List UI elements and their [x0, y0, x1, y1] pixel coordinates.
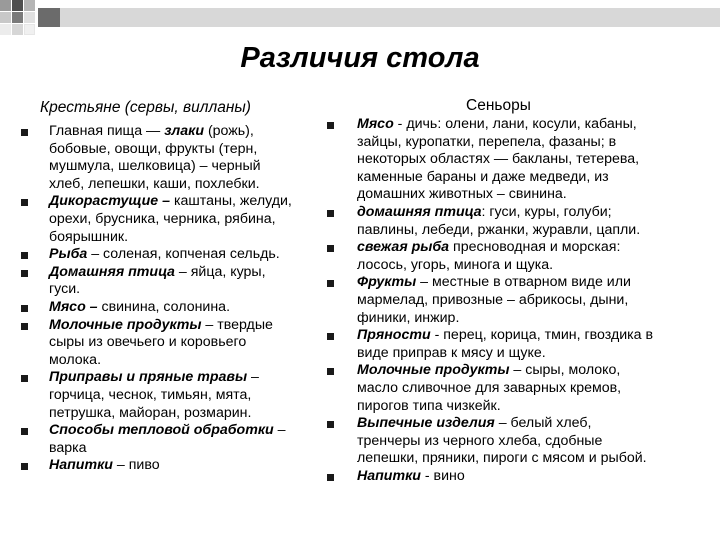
item-line	[357, 450, 702, 468]
item-line	[357, 222, 702, 240]
text-segment: хлеб, лепешки, каши, похлебки.	[49, 175, 260, 192]
list-item	[357, 116, 702, 204]
text-segment: Молочные продукты	[49, 316, 202, 333]
bullet-icon	[327, 474, 334, 481]
text-segment: : гуси, куры, голуби;	[481, 203, 612, 220]
text-segment: варка	[49, 439, 87, 456]
item-line	[49, 299, 339, 317]
bullet-icon	[327, 333, 334, 340]
item-line	[357, 327, 702, 345]
text-segment: пресноводная и морская:	[449, 239, 621, 256]
item-line	[357, 468, 702, 486]
item-line	[357, 204, 702, 222]
text-segment: горчица, чеснок, тимьян, мята,	[49, 386, 252, 403]
corner-square-9	[0, 24, 11, 35]
item-line	[49, 405, 339, 423]
text-segment: –	[273, 422, 286, 439]
text-segment: Напитки	[357, 467, 421, 484]
text-segment: мушмула, шелковица) – черный	[49, 158, 261, 175]
text-segment: петрушка, майоран, розмарин.	[49, 404, 252, 421]
item-line	[357, 257, 702, 275]
item-line	[49, 369, 339, 387]
corner-square-2	[12, 0, 23, 11]
list-item	[49, 123, 339, 193]
corner-square-4	[0, 12, 11, 23]
text-segment: мармелад, привозные – абрикосы, дыни,	[357, 291, 629, 308]
text-segment: – соленая, копченая сельдь.	[87, 246, 280, 263]
text-segment: лепешки, пряники, пироги с мясом и рыбой.	[357, 450, 647, 467]
text-segment: Дикорастущие –	[49, 193, 171, 210]
text-segment: каменные бараны и даже медведи, из	[357, 168, 609, 185]
list-item	[49, 193, 339, 246]
text-segment: - перец, корица, тмин, гвоздика в	[430, 327, 654, 344]
item-line	[357, 116, 702, 134]
list-item	[357, 362, 702, 415]
item-line	[49, 211, 339, 229]
bullet-icon	[21, 199, 28, 206]
text-segment: сыры из овечьего и коровьего	[49, 334, 247, 351]
bullet-icon	[21, 323, 28, 330]
list-item	[357, 415, 702, 468]
item-line	[357, 239, 702, 257]
corner-square-7	[12, 24, 23, 35]
text-segment: павлины, лебеди, ржанки, журавли, цапли.	[357, 221, 641, 238]
list-item	[49, 457, 339, 475]
list-item	[49, 369, 339, 422]
item-line	[49, 176, 339, 194]
corner-square-6	[24, 12, 35, 23]
text-segment: – сыры, молоко,	[509, 362, 621, 379]
bullet-icon	[327, 368, 334, 375]
text-segment: (рожь),	[204, 123, 254, 139]
item-line	[357, 433, 702, 451]
item-line	[49, 387, 339, 405]
item-line	[49, 141, 339, 159]
text-segment: Приправы и пряные травы	[49, 369, 248, 386]
item-line	[49, 246, 339, 264]
item-line	[357, 292, 702, 310]
text-segment: Рыба	[49, 246, 88, 263]
text-segment: Домашняя птица	[49, 263, 175, 280]
bullet-icon	[21, 428, 28, 435]
text-segment: домашних животных – свинина.	[357, 186, 567, 203]
list-item	[357, 468, 702, 486]
text-segment: каштаны, желуди,	[170, 193, 292, 210]
item-line	[49, 440, 339, 458]
item-line	[357, 169, 702, 187]
text-segment: гуси.	[49, 281, 81, 298]
text-segment: злаки	[164, 123, 204, 139]
text-segment: Молочные продукты	[357, 362, 510, 379]
bullet-icon	[21, 129, 28, 136]
text-segment: Напитки	[49, 457, 113, 474]
text-segment: –	[247, 369, 259, 386]
list-item	[49, 422, 339, 457]
text-segment: тренчеры из черного хлеба, сдобные	[357, 432, 603, 449]
item-line	[49, 334, 339, 352]
text-segment: пирогов типа чизкейк.	[357, 397, 501, 414]
bullet-icon	[327, 421, 334, 428]
text-segment: – яйца, куры,	[174, 263, 266, 280]
bullet-icon	[21, 463, 28, 470]
item-line	[49, 123, 339, 141]
peasants-food-list	[49, 123, 339, 475]
text-segment: Фрукты	[357, 274, 417, 291]
text-segment: боярышник.	[49, 228, 129, 245]
item-line	[49, 193, 339, 211]
item-line	[49, 281, 339, 299]
item-line	[49, 229, 339, 247]
item-line	[49, 352, 339, 370]
item-line	[49, 457, 339, 475]
text-segment: Главная пища —	[49, 123, 165, 139]
item-line	[49, 422, 339, 440]
text-segment: - вино	[420, 467, 465, 484]
text-segment: Мясо –	[49, 298, 98, 315]
text-segment: виде приправ к мясу и щуке.	[357, 344, 546, 361]
bullet-icon	[327, 245, 334, 252]
text-segment: Мясо	[357, 116, 394, 132]
list-item	[357, 204, 702, 239]
header-bar-light	[60, 8, 720, 27]
text-segment: Пряности	[357, 327, 431, 344]
bullet-icon	[327, 210, 334, 217]
text-segment: зайцы, куропатки, перепела, фазаны; в	[357, 133, 617, 150]
item-line	[357, 186, 702, 204]
item-line	[357, 398, 702, 416]
item-line	[357, 151, 702, 169]
item-line	[49, 158, 339, 176]
bullet-icon	[21, 375, 28, 382]
bullet-icon	[327, 280, 334, 287]
text-segment: лосось, угорь, минога и щука.	[357, 256, 554, 273]
left-column-heading: Крестьяне (сервы, вилланы)	[40, 99, 251, 116]
item-line	[357, 380, 702, 398]
text-segment: молока.	[49, 351, 102, 368]
text-segment: бобовые, овощи, фрукты (терн,	[49, 140, 258, 157]
right-column-heading: Сеньоры	[466, 97, 531, 114]
corner-square-3	[24, 0, 35, 11]
list-item	[49, 299, 339, 317]
text-segment: - дичь: олени, лани, косули, кабаны,	[393, 116, 637, 132]
text-segment: свежая рыба	[357, 239, 450, 256]
text-segment: орехи, брусника, черника, рябина,	[49, 210, 276, 227]
text-segment: финики, инжир.	[357, 309, 460, 326]
list-item	[49, 317, 339, 370]
item-line	[357, 310, 702, 328]
text-segment: домашняя птица	[357, 203, 482, 220]
list-item	[357, 327, 702, 362]
list-item	[49, 264, 339, 299]
item-line	[49, 317, 339, 335]
item-line	[357, 274, 702, 292]
lords-food-list	[357, 116, 702, 485]
text-segment: – пиво	[112, 457, 160, 474]
list-item	[357, 239, 702, 274]
list-item	[357, 274, 702, 327]
text-segment: некоторых областях — бакланы, тетерева,	[357, 151, 640, 168]
text-segment: Способы тепловой обработки	[49, 422, 274, 439]
text-segment: – местные в отварном виде или	[416, 274, 631, 291]
item-line	[357, 134, 702, 152]
item-line	[49, 264, 339, 282]
corner-square-1	[0, 0, 11, 11]
list-item	[49, 246, 339, 264]
text-segment: свинина, солонина.	[97, 298, 231, 315]
bullet-icon	[21, 270, 28, 277]
corner-square-8	[24, 24, 35, 35]
item-line	[357, 415, 702, 433]
text-segment: Выпечные изделия	[357, 415, 495, 432]
text-segment: – белый хлеб,	[494, 415, 592, 432]
text-segment: масло сливочное для заварных кремов,	[357, 379, 622, 396]
text-segment: – твердые	[201, 316, 273, 333]
item-line	[357, 345, 702, 363]
page-title: Различия стола	[240, 42, 480, 74]
bullet-icon	[21, 252, 28, 259]
bullet-icon	[327, 122, 334, 129]
corner-square-5	[12, 12, 23, 23]
header-bar-dark	[38, 8, 60, 27]
item-line	[357, 362, 702, 380]
bullet-icon	[21, 305, 28, 312]
